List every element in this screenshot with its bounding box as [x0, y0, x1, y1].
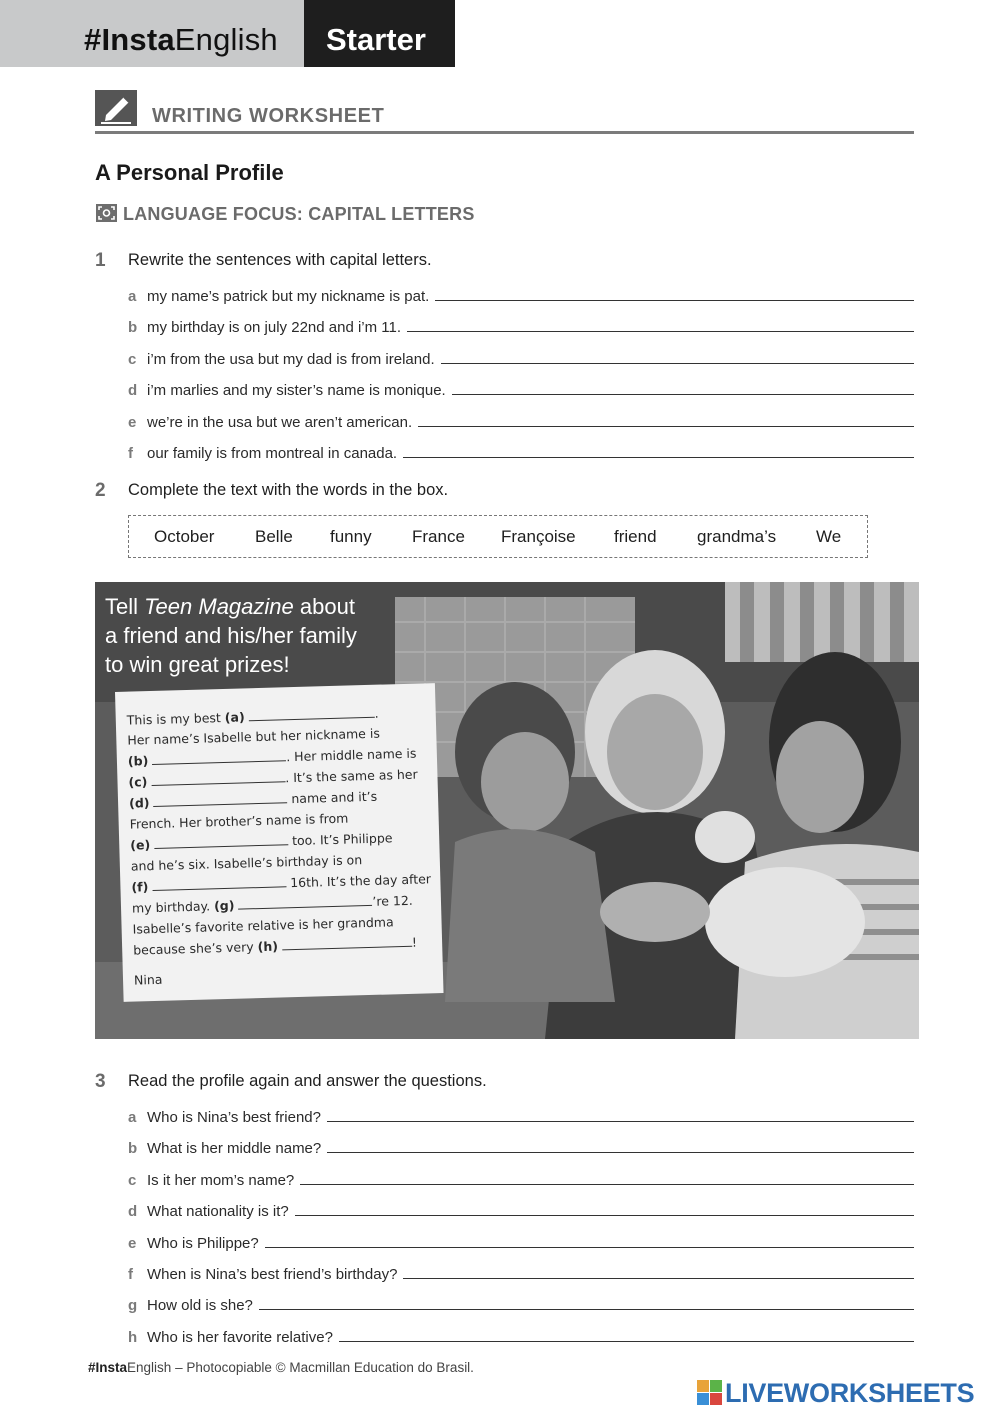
item-prompt: my name’s patrick but my nickname is pat.: [147, 288, 430, 305]
profile-note: [115, 683, 444, 1002]
exercise-1-item: [128, 377, 914, 399]
profile-line: [133, 935, 417, 958]
profile-text: . It’s the same as her: [285, 766, 418, 786]
gap-key: (a): [224, 709, 245, 725]
gap-key: (f): [131, 879, 149, 895]
exercise-1-item: [128, 409, 914, 431]
profile-line: Isabelle’s favorite relative is her grandma: [132, 914, 394, 937]
item-question: What nationality is it?: [147, 1203, 289, 1220]
item-question: Who is Nina’s best friend?: [147, 1109, 321, 1126]
item-letter: h: [128, 1329, 138, 1346]
item-question: How old is she?: [147, 1297, 253, 1314]
profile-line: and he’s six. Isabelle’s birthday is on: [130, 852, 363, 874]
brand-banner: [0, 0, 304, 67]
item-letter: d: [128, 382, 138, 399]
item-letter: b: [128, 1140, 138, 1157]
item-letter: d: [128, 1203, 138, 1220]
gap-b-blank[interactable]: [152, 750, 286, 765]
item-letter: f: [128, 1266, 133, 1283]
word-chip: October: [154, 527, 215, 546]
language-focus-heading: LANGUAGE FOCUS: CAPITAL LETTERS: [123, 204, 475, 224]
exercise-3-item: [128, 1261, 914, 1283]
worksheet-type: WRITING WORKSHEET: [152, 105, 385, 127]
profile-text: 16th. It’s the day after: [286, 871, 432, 891]
item-question: What is her middle name?: [147, 1140, 322, 1157]
item-letter: e: [128, 414, 137, 431]
item-prompt: our family is from montreal in canada.: [147, 445, 398, 462]
item-letter: b: [128, 319, 138, 336]
profile-line: [132, 893, 413, 916]
item-question: Who is Philippe?: [147, 1235, 259, 1252]
exercise-3-item: [128, 1167, 914, 1189]
item-prompt: my birthday is on july 22nd and i’m 11.: [147, 319, 402, 336]
answer-line[interactable]: [418, 426, 914, 427]
answer-line[interactable]: [295, 1215, 914, 1216]
exercise-3-item: [128, 1198, 914, 1220]
exercise-2-number: 2: [95, 480, 106, 501]
gap-key: (d): [128, 795, 150, 811]
exercise-3-item: [128, 1324, 914, 1346]
item-prompt: i’m from the usa but my dad is from ireland.: [147, 351, 435, 368]
profile-line: [130, 830, 393, 852]
profile-signature: Nina: [133, 971, 163, 988]
item-letter: a: [128, 1109, 137, 1126]
word-chip: Françoise: [501, 527, 576, 546]
profile-line: [128, 767, 418, 790]
item-letter: f: [128, 445, 133, 462]
answer-line[interactable]: [403, 457, 914, 458]
item-letter: g: [128, 1297, 138, 1314]
header-divider: [95, 131, 914, 134]
profile-text: !: [411, 934, 418, 950]
gap-c-blank[interactable]: [151, 771, 285, 786]
answer-line[interactable]: [435, 300, 914, 301]
word-chip: grandma’s: [697, 527, 777, 546]
profile-text: . Her middle name is: [286, 745, 417, 765]
level-label: Starter: [326, 22, 426, 57]
word-box: [128, 515, 868, 558]
footer-brand-bold: #Insta: [88, 1360, 128, 1375]
answer-line[interactable]: [300, 1184, 914, 1185]
pencil-icon: [95, 90, 137, 126]
promo-line-1-post: about: [293, 594, 355, 619]
footer-brand-regular: English: [127, 1360, 172, 1375]
exercise-1-item: [128, 346, 914, 368]
exercise-1-number: 1: [95, 250, 106, 271]
gap-key: (g): [213, 897, 235, 914]
profile-text: because she’s very: [133, 939, 258, 958]
item-prompt: i’m marlies and my sister’s name is monique.: [147, 382, 446, 399]
liveworksheets-logo[interactable]: [697, 1378, 994, 1408]
exercise-3-number: 3: [95, 1071, 106, 1092]
word-chip: friend: [614, 527, 657, 546]
answer-line[interactable]: [327, 1152, 914, 1153]
promo-line-3: to win great prizes!: [105, 652, 290, 677]
item-letter: c: [128, 351, 137, 368]
answer-line[interactable]: [403, 1278, 914, 1279]
answer-line[interactable]: [259, 1309, 914, 1310]
exercise-1-item: [128, 283, 914, 305]
item-question: Is it her mom’s name?: [147, 1172, 295, 1189]
profile-line: [129, 789, 377, 811]
gap-f-blank[interactable]: [152, 876, 286, 891]
brand-bold: #Insta: [84, 22, 175, 57]
exercise-1-item: [128, 314, 914, 336]
gap-key: (e): [130, 837, 151, 853]
footer-notice: [88, 1360, 474, 1375]
gap-g-blank[interactable]: [238, 895, 372, 910]
level-banner: [304, 0, 455, 67]
item-prompt: we’re in the usa but we aren’t american.: [147, 414, 413, 431]
profile-text: This is my best: [126, 709, 226, 728]
promo-text: [105, 592, 357, 679]
gap-e-blank[interactable]: [154, 834, 288, 849]
exercise-3-item: [128, 1230, 914, 1252]
word-chip: We: [816, 527, 842, 546]
profile-line: [131, 871, 431, 894]
answer-line[interactable]: [265, 1247, 914, 1248]
word-chip: funny: [330, 527, 372, 546]
item-letter: e: [128, 1235, 137, 1252]
page-title: A Personal Profile: [95, 160, 284, 185]
exercise-1-item: [128, 440, 914, 462]
brand-logo: [84, 22, 278, 58]
exercise-3-item: [128, 1135, 914, 1157]
exercise-1-instruction: Rewrite the sentences with capital letters.: [128, 251, 432, 269]
gap-key: (b): [127, 753, 149, 769]
exercise-3-item: [128, 1292, 914, 1314]
word-chip: France: [412, 527, 465, 546]
word-chip: Belle: [255, 527, 293, 546]
promo-line-1: [105, 592, 357, 621]
brand-regular: English: [174, 22, 278, 57]
answer-line[interactable]: [327, 1121, 914, 1122]
profile-text: too. It’s Philippe: [287, 830, 393, 849]
gap-key: (c): [128, 774, 148, 790]
profile-text: name and it’s: [287, 788, 378, 807]
gap-a-blank[interactable]: [248, 707, 374, 722]
profile-line: [127, 706, 379, 728]
profile-text: my birthday.: [131, 898, 215, 916]
exercise-3-item: [128, 1104, 914, 1126]
answer-line[interactable]: [452, 394, 914, 395]
answer-line[interactable]: [441, 363, 914, 364]
item-letter: a: [128, 288, 137, 305]
exercise-3-instruction: Read the profile again and answer the questions.: [128, 1072, 487, 1090]
profile-line: Her name’s Isabelle but her nickname is: [127, 725, 381, 748]
gap-key: (h): [257, 938, 279, 955]
promo-line-2: a friend and his/her family: [105, 623, 357, 648]
exercise-2-instruction: Complete the text with the words in the box.: [128, 481, 449, 499]
liveworksheets-icon: [697, 1380, 723, 1406]
answer-line[interactable]: [339, 1341, 914, 1342]
item-question: When is Nina’s best friend’s birthday?: [147, 1266, 398, 1283]
profile-text: .: [374, 705, 379, 721]
answer-line[interactable]: [407, 331, 914, 332]
focus-icon: [96, 204, 117, 222]
item-question: Who is her favorite relative?: [147, 1329, 333, 1346]
profile-line: French. Her brother’s name is from: [129, 810, 349, 832]
magazine-title: Teen Magazine: [144, 594, 294, 619]
copyright-text: – Photocopiable © Macmillan Education do Brasil.: [175, 1360, 474, 1375]
gap-d-blank[interactable]: [153, 792, 287, 807]
profile-text: ’re 12.: [372, 892, 413, 909]
gap-h-blank[interactable]: [282, 936, 412, 951]
promo-line-1-pre: Tell: [105, 594, 145, 619]
profile-line: [128, 746, 417, 769]
item-letter: c: [128, 1172, 137, 1189]
liveworksheets-wordmark: LIVEWORKSHEETS: [725, 1378, 975, 1408]
